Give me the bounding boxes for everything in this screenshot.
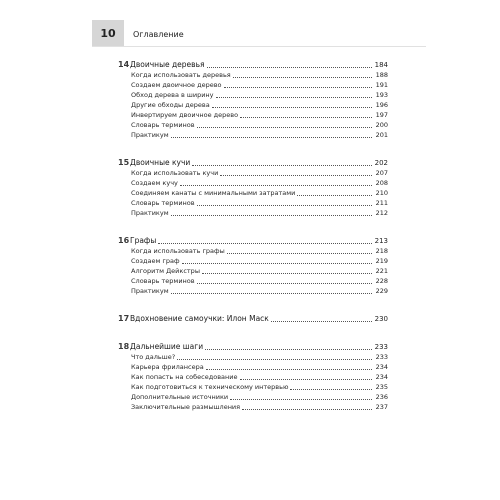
section-page-number: 229: [375, 287, 388, 295]
dot-leader: [202, 273, 372, 274]
dot-leader: [224, 87, 372, 88]
toc-section-entry: [118, 130, 388, 140]
section-title: Словарь терминов: [131, 277, 195, 285]
dot-leader: [192, 165, 372, 166]
dot-leader: [197, 127, 372, 128]
section-title: Практикум: [131, 287, 169, 295]
section-page-number: 211: [375, 199, 388, 207]
toc-chapter-entry: [118, 314, 388, 324]
dot-leader: [271, 321, 372, 322]
toc-section-entry: [118, 382, 388, 392]
section-title: Когда использовать графы: [131, 247, 225, 255]
toc-chapter: [118, 314, 388, 324]
toc-chapter-entry: [118, 158, 388, 168]
toc-section-entry: [118, 208, 388, 218]
chapter-number: 16: [118, 236, 130, 245]
section-page-number: 228: [375, 277, 388, 285]
dot-leader: [206, 369, 372, 370]
dot-leader: [216, 97, 372, 98]
toc-section-entry: [118, 80, 388, 90]
section-title: Практикум: [131, 209, 169, 217]
toc-chapter: [118, 342, 388, 412]
section-page-number: 200: [375, 121, 388, 129]
section-title: Карьера фрилансера: [131, 363, 204, 371]
section-title: Создаем двоичное дерево: [131, 81, 222, 89]
dot-leader: [180, 185, 372, 186]
page-header-title: Оглавление: [133, 30, 184, 39]
section-page-number: 233: [375, 353, 388, 361]
dot-leader: [197, 205, 372, 206]
chapter-title: Двоичные кучи: [130, 158, 191, 167]
chapter-page-number: 184: [374, 61, 388, 69]
toc-section-entry: [118, 362, 388, 372]
chapter-number: 18: [118, 342, 130, 351]
toc-section-entry: [118, 198, 388, 208]
section-title: Заключительные размышления: [131, 403, 241, 411]
section-page-number: 197: [375, 111, 388, 119]
chapter-page-number: 213: [374, 237, 388, 245]
section-title: Что дальше?: [131, 353, 176, 361]
dot-leader: [233, 77, 372, 78]
section-title: Соединяем канаты с минимальными затратами: [131, 189, 296, 197]
section-title: Как подготовиться к техническому интервью: [131, 383, 289, 391]
section-page-number: 207: [375, 169, 388, 177]
section-title: Другие обходы дерева: [131, 101, 210, 109]
section-title: Когда использовать кучи: [131, 169, 219, 177]
toc-chapter: [118, 60, 388, 140]
section-title: Обход дерева в ширину: [131, 91, 214, 99]
chapter-page-number: 202: [374, 159, 388, 167]
toc-section-entry: [118, 352, 388, 362]
dot-leader: [242, 409, 372, 410]
section-page-number: 208: [375, 179, 388, 187]
section-page-number: 191: [375, 81, 388, 89]
toc-chapter-entry: [118, 236, 388, 246]
section-page-number: 221: [375, 267, 388, 275]
section-page-number: 219: [375, 257, 388, 265]
section-title: Создаем кучу: [131, 179, 178, 187]
toc-section-entry: [118, 110, 388, 120]
dot-leader: [182, 263, 373, 264]
section-title: Дополнительные источники: [131, 393, 229, 401]
dot-leader: [171, 215, 372, 216]
dot-leader: [212, 107, 372, 108]
toc-chapter-entry: [118, 342, 388, 352]
dot-leader: [220, 175, 372, 176]
chapter-number: 17: [118, 314, 130, 323]
section-page-number: 188: [375, 71, 388, 79]
dot-leader: [205, 349, 372, 350]
dot-leader: [227, 253, 372, 254]
toc-section-entry: [118, 120, 388, 130]
table-of-contents: [118, 60, 388, 430]
chapter-page-number: 230: [374, 315, 388, 323]
dot-leader: [207, 67, 372, 68]
dot-leader: [171, 293, 372, 294]
toc-section-entry: [118, 90, 388, 100]
section-title: Практикум: [131, 131, 169, 139]
toc-section-entry: [118, 372, 388, 382]
header-divider: [92, 46, 426, 47]
section-page-number: 234: [375, 363, 388, 371]
dot-leader: [240, 379, 373, 380]
toc-section-entry: [118, 402, 388, 412]
toc-section-entry: [118, 178, 388, 188]
chapter-page-number: 233: [374, 343, 388, 351]
dot-leader: [290, 389, 372, 390]
section-page-number: 212: [375, 209, 388, 217]
section-page-number: 210: [375, 189, 388, 197]
toc-section-entry: [118, 276, 388, 286]
section-page-number: 193: [375, 91, 388, 99]
toc-chapter: [118, 236, 388, 296]
toc-section-entry: [118, 246, 388, 256]
toc-chapter-entry: [118, 60, 388, 70]
section-title: Как попасть на собеседование: [131, 373, 238, 381]
toc-section-entry: [118, 256, 388, 266]
section-title: Словарь терминов: [131, 121, 195, 129]
toc-section-entry: [118, 266, 388, 276]
dot-leader: [230, 399, 372, 400]
section-title: Инвертируем двоичное дерево: [131, 111, 239, 119]
section-title: Алгоритм Дейкстры: [131, 267, 200, 275]
chapter-title: Двоичные деревья: [130, 60, 205, 69]
toc-section-entry: [118, 286, 388, 296]
toc-section-entry: [118, 70, 388, 80]
section-page-number: 237: [375, 403, 388, 411]
dot-leader: [177, 359, 372, 360]
chapter-title: Дальнейшие шаги: [130, 342, 204, 351]
toc-chapter: [118, 158, 388, 218]
section-page-number: 218: [375, 247, 388, 255]
toc-section-entry: [118, 188, 388, 198]
chapter-title: Графы: [130, 236, 157, 245]
dot-leader: [171, 137, 372, 138]
dot-leader: [158, 243, 372, 244]
section-title: Создаем граф: [131, 257, 180, 265]
section-title: Когда использовать деревья: [131, 71, 231, 79]
dot-leader: [297, 195, 372, 196]
chapter-number: 15: [118, 158, 130, 167]
section-page-number: 235: [375, 383, 388, 391]
section-page-number: 201: [375, 131, 388, 139]
section-page-number: 196: [375, 101, 388, 109]
toc-section-entry: [118, 168, 388, 178]
dot-leader: [240, 117, 372, 118]
toc-section-entry: [118, 100, 388, 110]
chapter-title: Вдохновение самоучки: Илон Маск: [130, 314, 269, 323]
chapter-number: 14: [118, 60, 130, 69]
toc-section-entry: [118, 392, 388, 402]
section-page-number: 234: [375, 373, 388, 381]
dot-leader: [197, 283, 372, 284]
page-number: 10: [92, 20, 124, 46]
section-title: Словарь терминов: [131, 199, 195, 207]
section-page-number: 236: [375, 393, 388, 401]
